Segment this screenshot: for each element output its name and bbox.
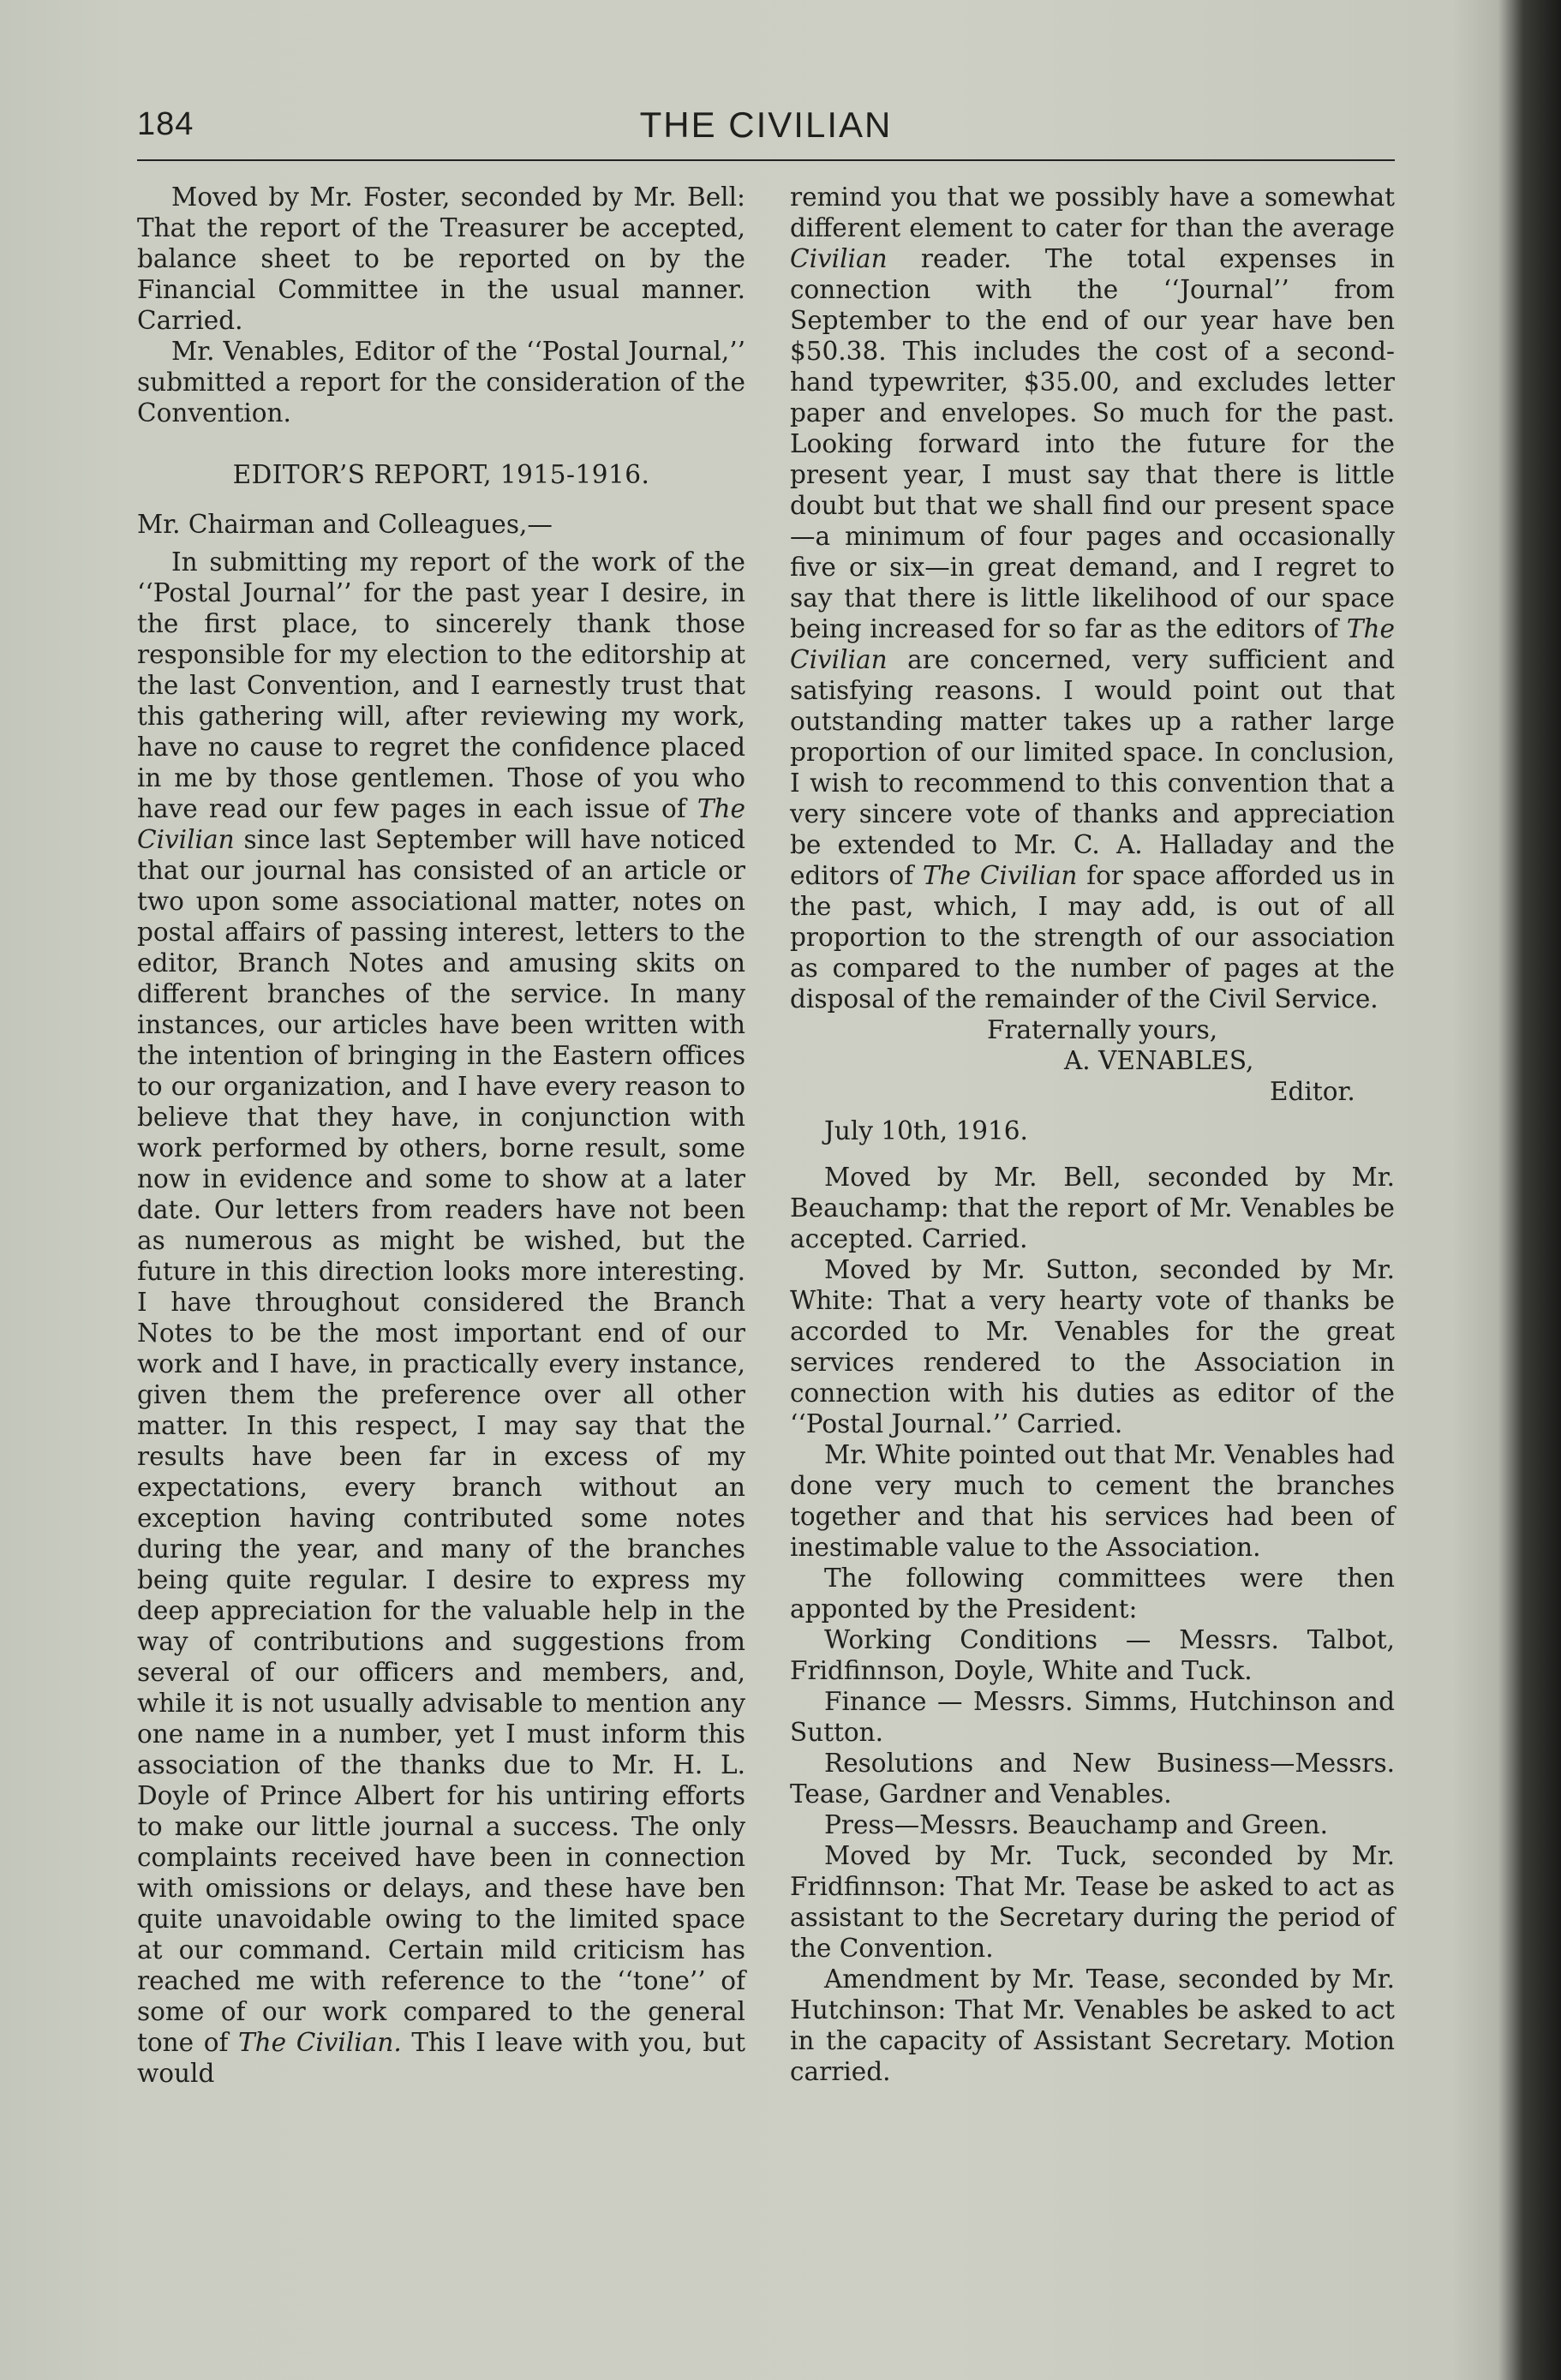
paragraph: Mr. Venables, Editor of the ‘‘Postal Journal,’’ submitted a report for the consideration of the Convention. xyxy=(137,337,745,428)
text-run: since last September will have noticed that our journal has consisted of an article or two upon some associational matter, notes on postal affairs of passing interest, letters to the editor, Branch Notes and amusing skits on different branches of the service. In many instances, our articles have been written with the intention of bringing in the Eastern offices to our organization, and I have every reason to believe that they have, in conjunction with work performed by others, borne result, some now in evidence and some to show at a later date. Our letters from readers have not been as numerous as might be wished, but the future in this direction looks more interesting. I have throughout considered the Branch Notes to be the most important end of our work and I have, in practically every instance, given them the preference over all other matter. In this respect, I may say that the results have been far in excess of my expectations, every branch without an exception having contributed some notes during the year, and many of the branches being quite regular. I desire to express my deep appreciation for the valuable help in the way of contributions and suggestions from several of our officers and members, and, while it is not usually advisable to mention any one name in a number, yet I must inform this association of the thanks due to Mr. H. L. Doyle of Prince Albert for his untiring efforts to make our little journal a success. The only complaints received have been in connection with omissions or delays, and these have ben quite unavoidable owing to the limited space at our command. Certain mild criticism has reached me with reference to the ‘‘tone’’ of some of our work compared to the general tone of xyxy=(137,825,745,2057)
committee-item: Press—Messrs. Beauchamp and Green. xyxy=(824,1810,1328,1839)
committee-item: Working Conditions — Messrs. Talbot, Fridfinnson, Doyle, White and Tuck. xyxy=(790,1625,1395,1685)
salutation: Mr. Chairman and Colleagues,— xyxy=(137,510,553,539)
paragraph: Moved by Mr. Sutton, seconded by Mr. White: That a very hearty vote of thanks be accorded to Mr. Venables for the great services rendered to the Association in connection with his duties as editor of the ‘‘Postal Journal.’’ Carried. xyxy=(790,1255,1395,1438)
running-title: THE CIVILIAN xyxy=(639,105,893,145)
signature-role: Editor. xyxy=(1270,1077,1355,1106)
publication-title: The Civilian xyxy=(790,614,1395,674)
text-run: are concerned, very sufficient and satisfying reasons. I would point out that outstanding matter takes up a rather large proportion of our limited space. In conclusion, I wish to recommend to this convention that a very sincere vote of thanks and appreciation be extended to Mr. C. A. Halladay and the editors of xyxy=(790,645,1395,890)
text-run: for space afforded us in the past, which, I may add, is out of all proportion to the strength of our association as compared to the number of pages at the disposal of the remainder of the Civil Service. xyxy=(790,861,1395,1014)
signature-name: A. VENABLES, xyxy=(1064,1046,1254,1075)
text-run: This I leave with you, but would xyxy=(137,2028,746,2088)
left-column xyxy=(137,182,745,2089)
text-run: In submitting my report of the work of the ‘‘Postal Journal’’ for the past year I desire, in the first place, to sincerely thank those responsible for my election to the editorship at the last Convention, and I earnestly trust that this gathering will, after reviewing my work, have no cause to regret the confidence placed in me by those gentlemen. Those of you who have read our few pages in each issue of xyxy=(137,547,745,823)
right-column xyxy=(790,182,1395,2087)
paragraph: Moved by Mr. Tuck, seconded by Mr. Fridfinnson: That Mr. Tease be asked to act as assistant to the Secretary during the period of the Convention. xyxy=(790,1841,1395,1963)
report-body-paragraph xyxy=(137,547,745,2089)
paragraph: Moved by Mr. Bell, seconded by Mr. Beauchamp: that the report of Mr. Venables be accepted. Carried. xyxy=(790,1163,1395,1253)
report-date: July 10th, 1916. xyxy=(824,1116,1028,1145)
publication-title: The Civilian xyxy=(137,794,745,854)
page-header xyxy=(137,101,1395,152)
closing-line: Fraternally yours, xyxy=(987,1015,1218,1044)
publication-title: The Civilian xyxy=(922,861,1078,890)
committee-item: Resolutions and New Business—Messrs. Tease, Gardner and Venables. xyxy=(790,1749,1395,1809)
publication-title: The Civilian. xyxy=(238,2028,402,2057)
paragraph: Amendment by Mr. Tease, seconded by Mr. Hutchinson: That Mr. Venables be asked to act in the capacity of Assistant Secretary. Motion carried. xyxy=(790,1964,1395,2086)
paragraph: Mr. White pointed out that Mr. Venables had done very much to cement the branches together and that his services had been of inestimable value to the Association. xyxy=(790,1440,1395,1562)
report-body-continued xyxy=(790,182,1395,1014)
text-run: remind you that we possibly have a somewhat different element to cater for than the average xyxy=(790,182,1395,242)
text-run: reader. The total expenses in connection with the ‘‘Journal’’ from September to the end of our year have ben $50.38. This includes the cost of a second-hand typewriter, $35.00, and excludes letter paper and envelopes. So much for the past. Looking forward into the future for the present year, I must say that there is little doubt but that we shall find our present space—a minimum of four pages and occasionally five or six—in great demand, and I regret to say that there is little likelihood of our space being increased for so far as the editors of xyxy=(790,244,1395,643)
section-heading: EDITOR’S REPORT, 1915-1916. xyxy=(232,460,650,489)
publication-title: Civilian xyxy=(790,244,888,273)
committee-item: Finance — Messrs. Simms, Hutchinson and Sutton. xyxy=(790,1687,1395,1747)
header-rule xyxy=(137,159,1395,161)
page-number: 184 xyxy=(137,106,194,142)
paragraph: Moved by Mr. Foster, seconded by Mr. Bell: That the report of the Treasurer be accepted, balance sheet to be reported on by the Financial Committee in the usual manner. Carried. xyxy=(137,182,745,335)
paragraph: The following committees were then apponted by the President: xyxy=(790,1564,1395,1624)
